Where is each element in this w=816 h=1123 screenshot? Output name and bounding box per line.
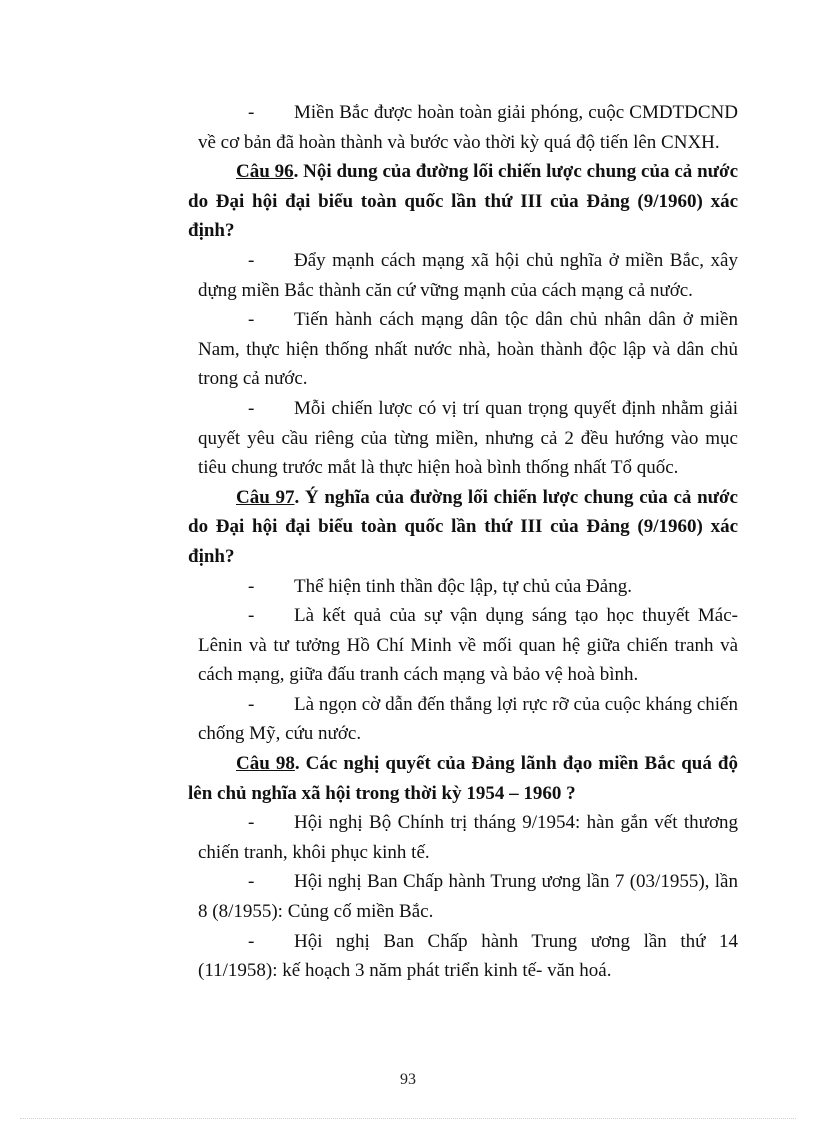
question-label: Câu 96 — [236, 161, 294, 183]
list-item — [188, 808, 738, 867]
list-item-text: Là ngọn cờ dẫn đến thắng lợi rực rỡ của cuộc kháng chiến chống Mỹ, cứu nước. — [198, 693, 738, 745]
list-item — [188, 246, 738, 305]
list-item — [188, 690, 738, 749]
question-text: . Nội dung của đường lối chiến lược chung của cả nước do Đại hội đại biểu toàn quốc lần thứ III của Đảng (9/1960) xác định? — [188, 161, 738, 242]
page-bottom-divider — [20, 1118, 796, 1119]
question-heading — [188, 157, 738, 246]
page-number: 93 — [400, 1071, 416, 1088]
list-item-text: Hội nghị Ban Chấp hành Trung ương lần 7 (03/1955), lần 8 (8/1955): Củng cố miền Bắc. — [198, 871, 738, 923]
question-label: Câu 97 — [236, 486, 295, 508]
list-item-text: Mỗi chiến lược có vị trí quan trọng quyết định nhằm giải quyết yêu cầu riêng của từng miền, nhưng cả 2 đều hướng vào mục tiêu chung trước mắt là thực hiện hoà bình thống nhất Tổ quốc. — [198, 397, 738, 479]
list-item-text: Hội nghị Bộ Chính trị tháng 9/1954: hàn gắn vết thương chiến tranh, khôi phục kinh tế. — [198, 812, 738, 863]
bullet-dash: - — [248, 397, 255, 419]
question-text: . Các nghị quyết của Đảng lãnh đạo miền Bắc quá độ lên chủ nghĩa xã hội trong thời kỳ 1954 – 1960 ? — [188, 753, 738, 804]
list-item — [188, 98, 738, 157]
bullet-dash: - — [248, 930, 255, 952]
bullet-dash: - — [248, 693, 255, 715]
bullet-dash: - — [248, 575, 255, 597]
list-item — [188, 867, 738, 926]
list-item-text: Hội nghị Ban Chấp hành Trung ương lần thứ 14 (11/1958): kế hoạch 3 năm phát triển kinh tế- văn hoá. — [198, 930, 738, 982]
bullet-dash: - — [248, 812, 255, 834]
bullet-dash: - — [248, 249, 255, 271]
bullet-dash: - — [248, 871, 255, 893]
list-item-text: Là kết quả của sự vận dụng sáng tạo học thuyết Mác-Lênin và tư tưởng Hồ Chí Minh về mối quan hệ giữa chiến tranh và cách mạng, giữa đấu tranh cách mạng và bảo vệ hoà bình. — [198, 605, 738, 686]
list-item — [188, 305, 738, 394]
list-item-text: Tiến hành cách mạng dân tộc dân chủ nhân dân ở miền Nam, thực hiện thống nhất nước nhà, hoàn thành độc lập và dân chủ trong cả nước. — [198, 309, 738, 390]
list-item — [188, 927, 738, 986]
question-text: . Ý nghĩa của đường lối chiến lược chung của cả nước do Đại hội đại biểu toàn quốc lần thứ III của Đảng (9/1960) xác định? — [188, 486, 738, 567]
question-heading — [188, 749, 738, 808]
list-item — [188, 601, 738, 690]
bullet-dash: - — [248, 102, 255, 123]
bullet-dash: - — [248, 309, 255, 331]
question-heading — [188, 483, 738, 572]
page-content — [188, 98, 738, 986]
list-item — [188, 394, 738, 483]
question-label: Câu 98 — [236, 753, 295, 775]
list-item-text: Miền Bắc được hoàn toàn giải phóng, cuộc CMDTDCND về cơ bản đã hoàn thành và bước vào thời kỳ quá độ tiến lên CNXH. — [198, 102, 738, 153]
list-item-text: Thể hiện tinh thần độc lập, tự chủ của Đảng. — [294, 575, 632, 597]
bullet-dash: - — [248, 605, 255, 627]
list-item-text: Đẩy mạnh cách mạng xã hội chủ nghĩa ở miền Bắc, xây dựng miền Bắc thành căn cứ vững mạnh của cách mạng cả nước. — [198, 249, 738, 301]
list-item — [188, 572, 738, 602]
